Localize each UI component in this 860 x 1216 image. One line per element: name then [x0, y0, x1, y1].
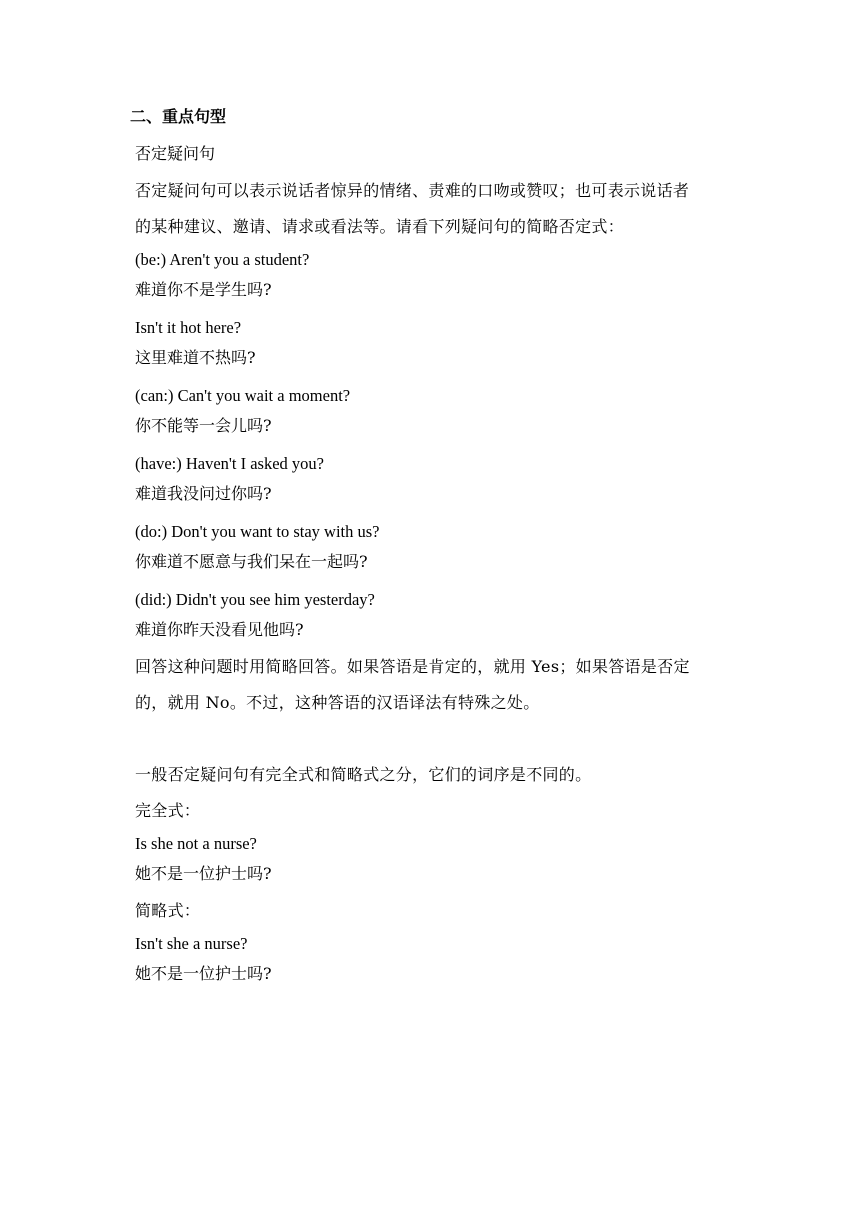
- example-en: (have:) Haven't I asked you?: [135, 454, 324, 473]
- answer-line-1: 回答这种问题时用简略回答。如果答语是肯定的，就用 Yes；如果答语是否定: [135, 657, 690, 676]
- short-form-zh: 她不是一位护士吗?: [135, 964, 272, 983]
- example-zh: 难道你昨天没看见他吗?: [135, 620, 304, 639]
- example-zh: 难道你不是学生吗?: [135, 280, 272, 299]
- short-form-en: Isn't she a nurse?: [135, 934, 248, 953]
- full-form-en: Is she not a nurse?: [135, 834, 257, 853]
- answer-line-2: 的，就用 No。不过，这种答语的汉语译法有特殊之处。: [135, 693, 540, 712]
- full-form-zh: 她不是一位护士吗?: [135, 864, 272, 883]
- full-form-label: 完全式：: [135, 801, 201, 820]
- example-en: (can:) Can't you wait a moment?: [135, 386, 351, 405]
- document-page: [130, 103, 735, 989]
- example-en: (did:) Didn't you see him yesterday?: [135, 590, 375, 609]
- example-zh: 难道我没问过你吗?: [135, 484, 272, 503]
- intro-line-2: 的某种建议、邀请、请求或看法等。请看下列疑问句的简略否定式：: [135, 217, 625, 236]
- example-zh: 这里难道不热吗?: [135, 348, 256, 367]
- example-en: (do:) Don't you want to stay with us?: [135, 522, 380, 541]
- intro-line-1: 否定疑问句可以表示说话者惊异的情绪、责难的口吻或赞叹；也可表示说话者: [135, 181, 690, 200]
- general-line: 一般否定疑问句有完全式和简略式之分，它们的词序是不同的。: [135, 765, 592, 784]
- example-en: (be:) Aren't you a student?: [135, 250, 310, 269]
- section-heading: 二、重点句型: [130, 107, 227, 126]
- answer-paragraph: [135, 649, 735, 721]
- example-zh: 你不能等一会儿吗?: [135, 416, 272, 435]
- intro-paragraph: [135, 173, 735, 245]
- short-form-label: 简略式：: [135, 901, 201, 920]
- example-zh: 你难道不愿意与我们呆在一起吗?: [135, 552, 368, 571]
- example-list: [135, 245, 735, 649]
- subtitle: 否定疑问句: [135, 144, 216, 163]
- example-en: Isn't it hot here?: [135, 318, 242, 337]
